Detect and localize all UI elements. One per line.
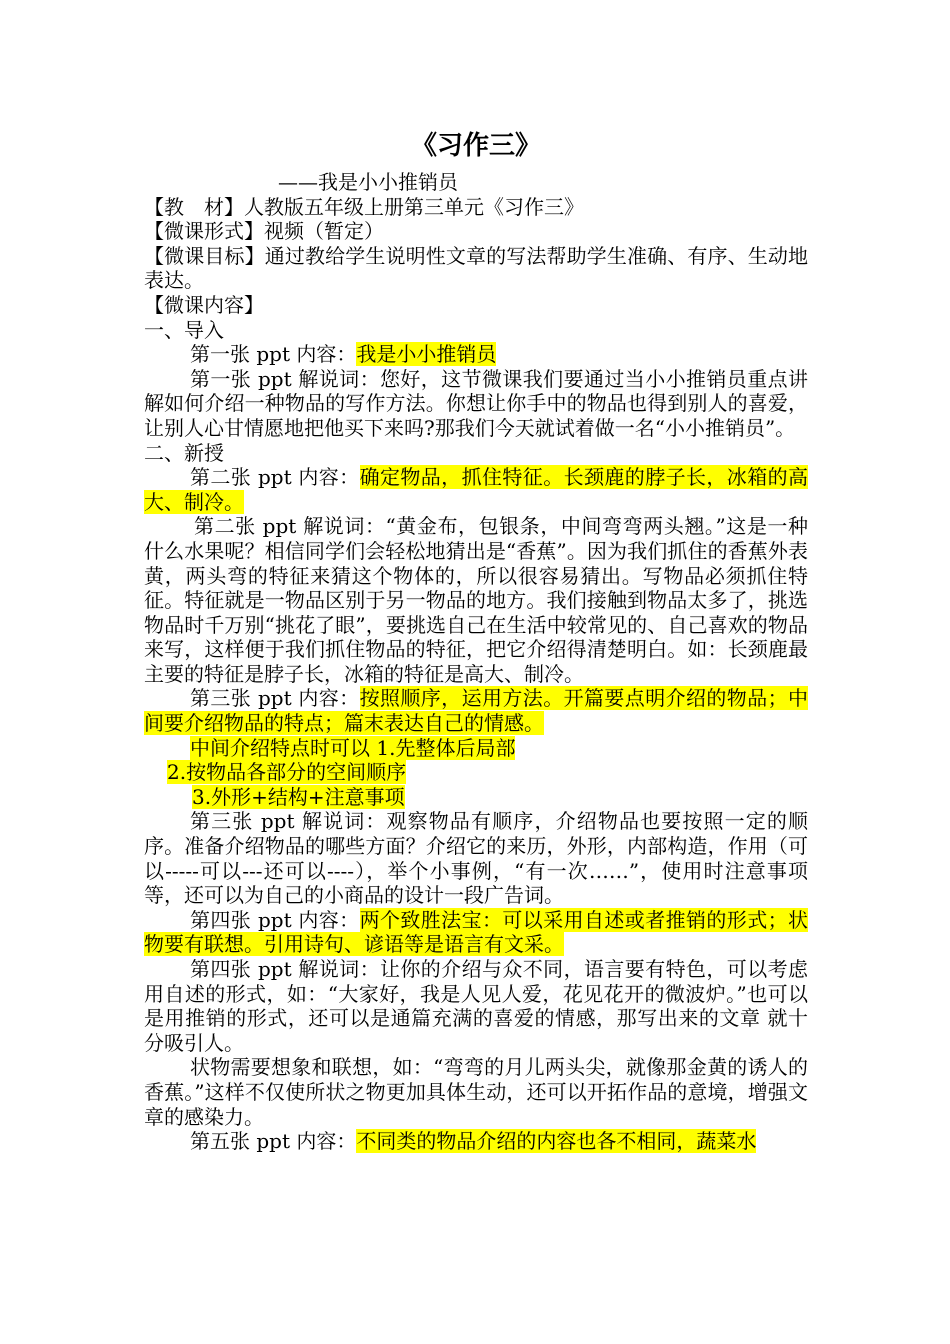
document-title: 《习作三》 [410, 131, 541, 161]
slide2-highlight: 确定物品，抓住特征。长颈鹿的脖子长，冰箱的高大、制冷。 [144, 465, 809, 514]
slide4-narration-2: 状物需要想象和联想，如：“弯弯的月儿两头尖，就像那金黄的诱人的香蕉。”这样不仅使所状之物更加具体生动，还可以开拓作品的意境，增强文章的感染力。 [144, 1055, 808, 1129]
slide3-list-item-1: 中间介绍特点时可以 1.先整体后局部 [190, 735, 516, 760]
document-body [144, 128, 808, 1154]
slide3-list-item-3: 3.外形+结构+注意事项 [192, 784, 405, 809]
slide3-highlight: 按照顺序，运用方法。开篇要点明介绍的物品；中间要介绍物品的特点；篇末表达自己的情感。 [144, 686, 809, 736]
slide1-content-paragraph [144, 342, 808, 367]
slide2-narration: 第二张 ppt 解说词：“黄金布，包银条，中间弯弯两头翘。”这是一种什么水果呢？相信同学们会轻松地猜出是“香蕉”。因为我们抓住的香蕉外表黄，两头弯的特征来猜这个物体的，所以很容易猜出。写物品必须抓住特征。特征就是一物品区别于另一物品的地方。我们接触到物品太多了，挑选物品时千万别“挑花了眼”，要挑选自己在生活中较常见的、自己喜欢的物品来写，这样便于我们抓住物品的特征，把它介绍得清楚明白。如：长颈鹿最主要的特征是脖子长，冰箱的特征是高大、制冷。 [144, 514, 808, 686]
slide1-narration: 第一张 ppt 解说词：您好，这节微课我们要通过当小小推销员重点讲解如何介绍一种物品的写作方法。你想让你手中的物品也得到别人的喜爱，让别人心甘情愿地把他买下来吗?那我们今天就试着做一名“小小推销员”。 [144, 366, 808, 440]
meta-textbook: 【教 材】人教版五年级上册第三单元《习作三》 [144, 194, 584, 219]
slide3-label: 第三张 ppt 内容： [190, 686, 360, 711]
slide4-highlight: 两个致胜法宝：可以采用自述或者推销的形式；状物要有联想。引用诗句、谚语等是语言有文采。 [144, 907, 809, 957]
slide3-list-item-2: 2.按物品各部分的空间顺序 [167, 760, 407, 785]
slide1-highlight: 我是小小推销员 [356, 342, 497, 367]
slide4-label: 第四张 ppt 内容： [190, 907, 360, 932]
meta-goal: 【微课目标】通过教给学生说明性文章的写法帮助学生准确、有序、生动地表达。 [144, 243, 808, 293]
slide1-label: 第一张 ppt 内容： [190, 342, 357, 367]
document-subtitle: ——我是小小推销员 [278, 170, 458, 194]
slide5-label: 第五张 ppt 内容： [190, 1129, 357, 1154]
slide5-content-paragraph [144, 1129, 808, 1154]
section-new-heading: 二、新授 [144, 440, 224, 465]
meta-form: 【微课形式】视频（暂定） [144, 219, 384, 244]
meta-content-heading: 【微课内容】 [144, 292, 264, 317]
slide2-label: 第二张 ppt 内容： [190, 465, 360, 490]
slide3-narration: 第三张 ppt 解说词：观察物品有顺序，介绍物品也要按照一定的顺序。准备介绍物品的哪些方面？介绍它的来历，外形，内部构造，作用（可以-----可以---还可以----），举个小事例，“有一次……”，使用时注意事项等，还可以为自己的小商品的设计一段广告词。 [144, 809, 808, 908]
slide5-highlight: 不同类的物品介绍的内容也各不相同，蔬菜水 [356, 1129, 757, 1154]
slide4-content-paragraph [144, 908, 808, 957]
slide4-narration: 第四张 ppt 解说词：让你的介绍与众不同，语言要有特色，可以考虑用自述的形式，如：“大家好，我是人见人爱，花见花开的微波炉。”也可以是用推销的形式，还可以是通篇充满的喜爱的情感，那写出来的文章 就十分吸引人。 [144, 957, 808, 1055]
slide3-content-paragraph [144, 686, 808, 735]
slide2-content-paragraph [144, 465, 808, 514]
section-intro-heading: 一、导入 [144, 317, 224, 342]
